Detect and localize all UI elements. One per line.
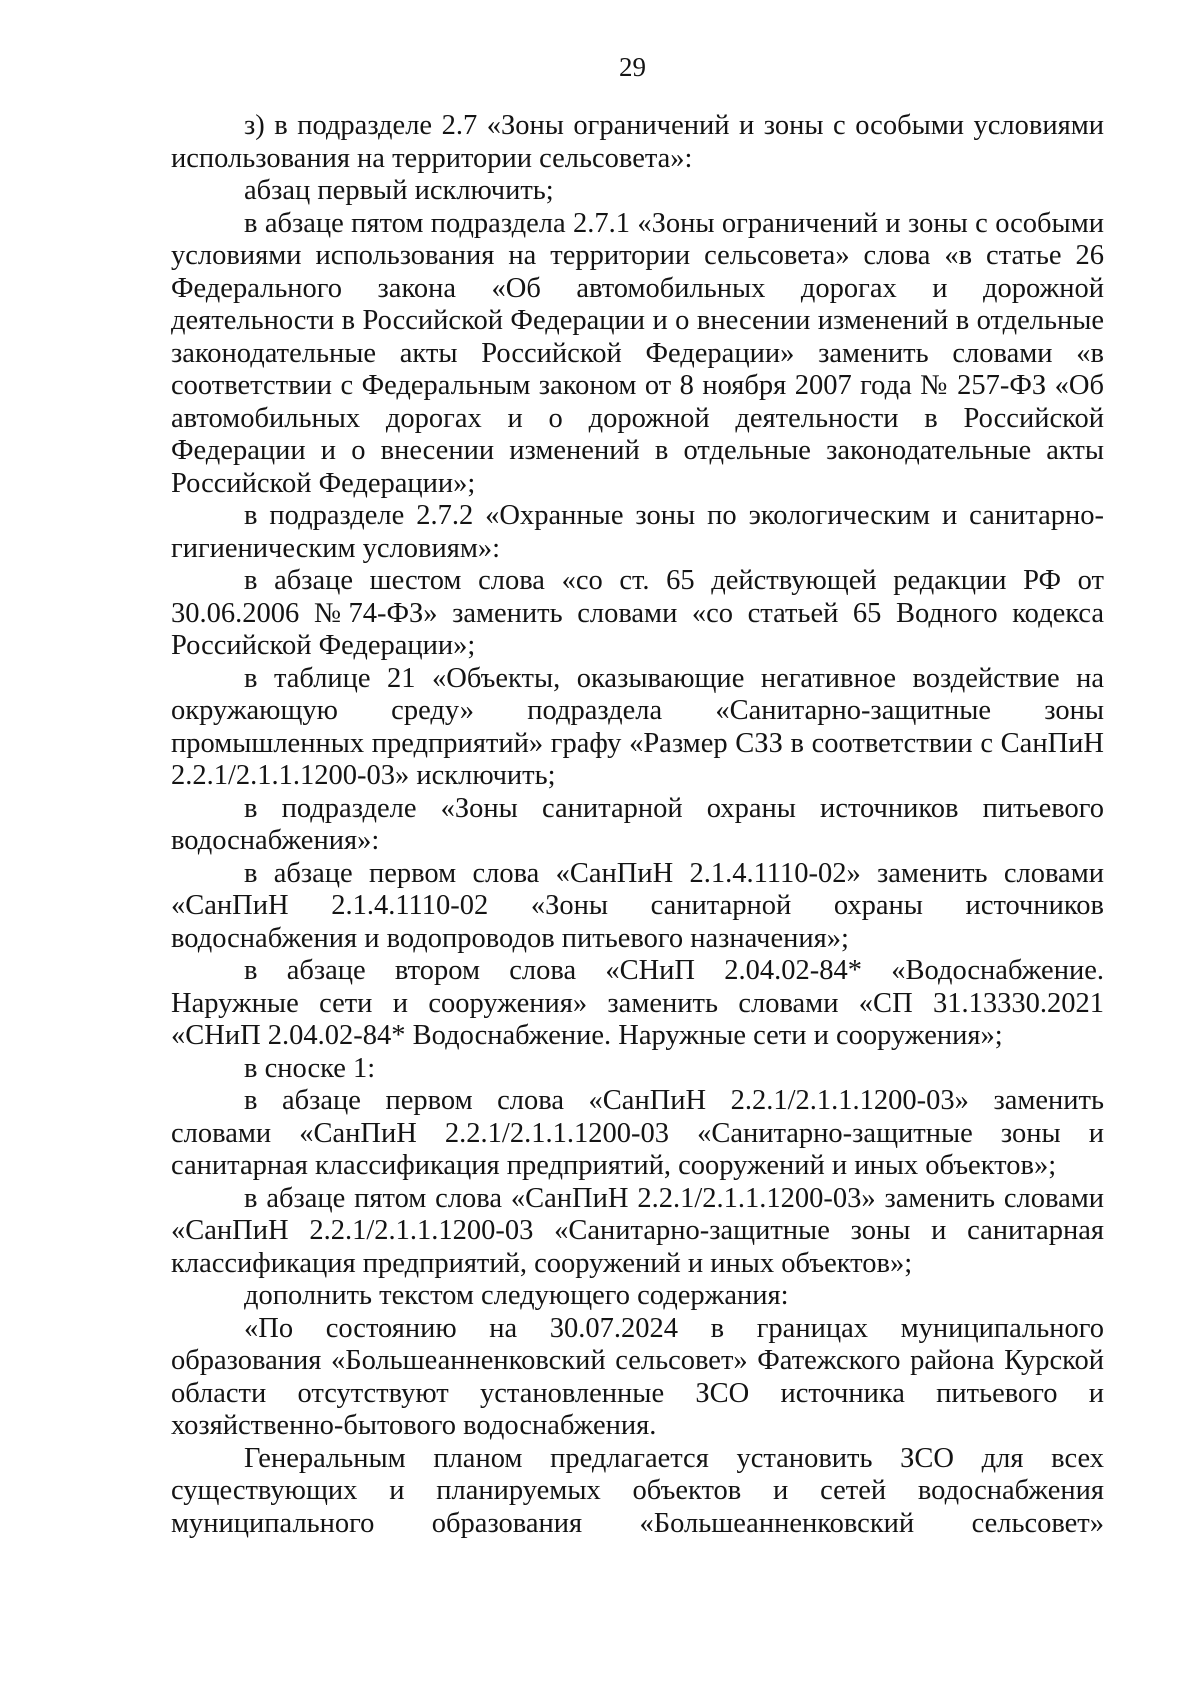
paragraph-subsection-2-7-1: в абзаце пятом подраздела 2.7.1 «Зоны ограничений и зоны с особыми условиями использования на территории сельсовета» слова «в статье 26 Федерального закона «Об автомобильных дорогах и дорожной деятельности в Российской Федерации и о внесении изменений в отдельные законодательные акты Российской Федерации» заменить словами «в соответствии с Федеральным законом от 8 ноября 2007 года № 257-ФЗ «Об автомобильных дорогах и о дорожной деятельности в Российской Федерации и о внесении изменений в отдельные законодательные акты Российской Федерации»; xyxy=(171,207,1104,499)
document-body xyxy=(171,110,1104,1540)
paragraph-general-plan: Генеральным планом предлагается установить ЗСО для всех существующих и планируемых объектов и сетей водоснабжения муниципального образования «Большеанненковский сельсовет» xyxy=(171,1442,1104,1539)
paragraph-subsection-2-7-2: в подразделе 2.7.2 «Охранные зоны по экологическим и санитарно-гигиеническим условиям»: xyxy=(171,500,1104,564)
paragraph-second-abzac-snip: в абзаце втором слова «СНиП 2.04.02-84* «Водоснабжение. Наружные сети и сооружения» заменить словами «СП 31.13330.2021 «СНиП 2.04.02-84* Водоснабжение. Наружные сети и сооружения»; xyxy=(171,955,1104,1051)
page-number: 29 xyxy=(619,52,646,82)
paragraph-sixth-abzac: в абзаце шестом слова «со ст. 65 действующей редакции РФ от 30.06.2006 №74-ФЗ» заменить словами «со статьей 65 Водного кодекса Российской Федерации»; xyxy=(171,565,1104,661)
paragraph-footnote-1: в сноске 1: xyxy=(244,1052,376,1084)
paragraph-table-21: в таблице 21 «Объекты, оказывающие негативное воздействие на окружающую среду» подраздела «Санитарно-защитные зоны промышленных предприятий» графу «Размер СЗЗ в соответствии с СанПиН 2.2.1/2.1.1.1200-03» исключить; xyxy=(171,662,1104,791)
paragraph-exclude-first: абзац первый исключить; xyxy=(244,175,554,206)
paragraph-footnote-first-abzac: в абзаце первом слова «СанПиН 2.2.1/2.1.1.1200-03» заменить словами «СанПиН 2.2.1/2.1.1.1200-03 «Санитарно-защитные зоны и санитарная классификация предприятий, сооружений и иных объектов»; xyxy=(171,1085,1104,1181)
paragraph-subsection-2-7: з) в подразделе 2.7 «Зоны ограничений и зоны с особыми условиями использования на территории сельсовета»: xyxy=(171,110,1104,174)
paragraph-zso-status: «По состоянию на 30.07.2024 в границах муниципального образования «Большеанненковский сельсовет» Фатежского района Курской области отсутствуют установленные ЗСО источника питьевого и хозяйственно-бытового водоснабжения. xyxy=(171,1312,1104,1441)
paragraph-first-abzac-sanpin: в абзаце первом слова «СанПиН 2.1.4.1110-02» заменить словами «СанПиН 2.1.4.1110-02 «Зоны санитарной охраны источников водоснабжения и водопроводов питьевого назначения»; xyxy=(171,857,1104,954)
paragraph-footnote-fifth-abzac: в абзаце пятом слова «СанПиН 2.2.1/2.1.1.1200-03» заменить словами «СанПиН 2.2.1/2.1.1.1200-03 «Санитарно-защитные зоны и санитарная классификация предприятий, сооружений и иных объектов»; xyxy=(171,1182,1104,1279)
paragraph-supplement-intro: дополнить текстом следующего содержания: xyxy=(244,1280,789,1311)
paragraph-zso-subsection: в подразделе «Зоны санитарной охраны источников питьевого водоснабжения»: xyxy=(171,792,1104,856)
